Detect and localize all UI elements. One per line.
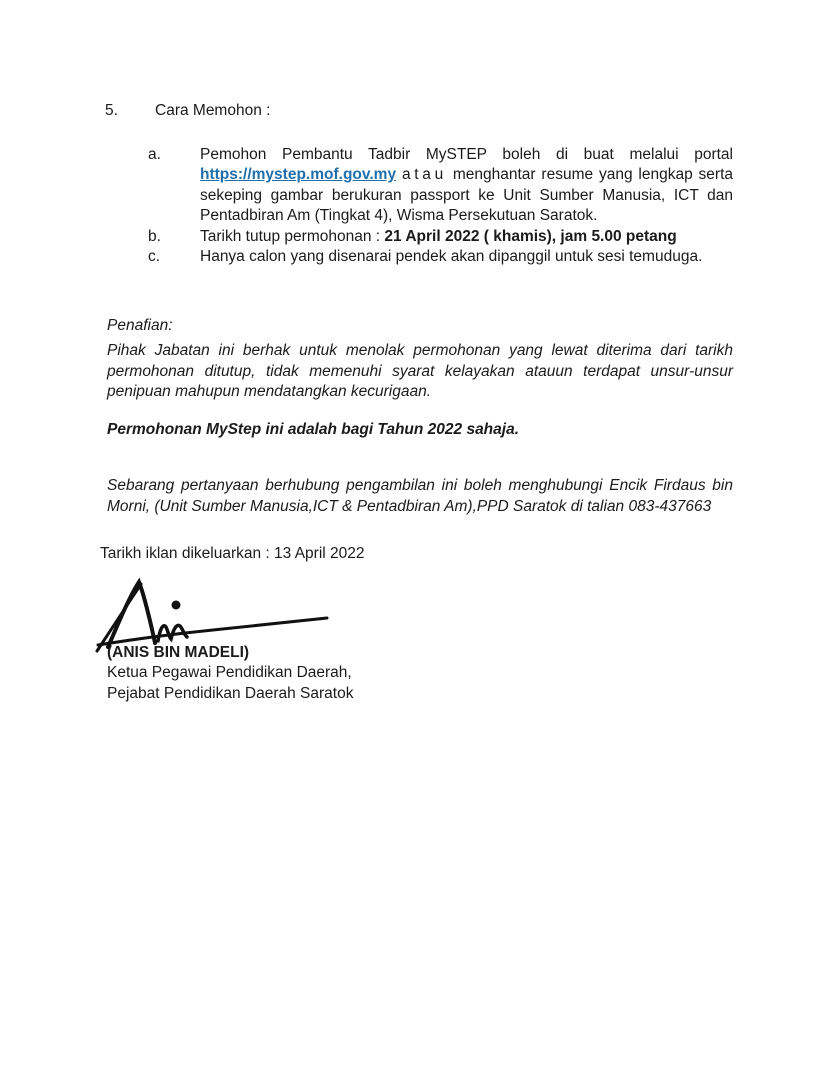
publish-date: Tarikh iklan dikeluarkan : 13 April 2022	[100, 545, 365, 562]
signatory-name: (ANIS BIN MADELI)	[107, 643, 250, 661]
mystep-year-note: Permohonan MyStep ini adalah bagi Tahun 2022 sahaja.	[107, 420, 520, 438]
signatory-office: Pejabat Pendidikan Daerah Saratok	[107, 684, 354, 702]
contact-note: Sebarang pertanyaan berhubung pengambilan ini boleh menghubungi Encik Firdaus bin Morni, (Unit Sumber Manusia,ICT & Pentadbiran Am),PPD Saratok di talian 083-437663	[107, 477, 733, 515]
list-item-c-text: Hanya calon yang disenarai pendek akan dipanggil untuk sesi temuduga.	[200, 248, 703, 265]
list-item-a	[107, 145, 733, 227]
list-item-a-label: a.	[148, 145, 161, 163]
item-b-deadline: 21 April 2022 ( khamis), jam 5.00 petang	[384, 227, 677, 245]
list-item-a-text	[200, 145, 733, 227]
application-steps-list	[107, 145, 733, 268]
disclaimer-title: Penafian:	[107, 316, 173, 334]
item-a-text-before-link: Pemohon Pembantu Tadbir MySTEP boleh di buat melalui portal	[200, 145, 733, 163]
signature-block	[107, 565, 733, 643]
section-number: 5.	[105, 102, 118, 119]
document-content	[100, 0, 734, 704]
list-item-b-text	[200, 227, 733, 248]
section-title: Cara Memohon :	[155, 102, 271, 119]
section-heading	[107, 101, 733, 122]
handwritten-signature	[95, 577, 333, 653]
disclaimer-body: Pihak Jabatan ini berhak untuk menolak permohonan yang lewat diterima dari tarikh permohonan ditutup, tidak memenuhi syarat kelayakan atauun terdapat unsur-unsur penipuan mahupun mendatangkan kecurigaan.	[107, 342, 733, 400]
mystep-portal-link[interactable]: https://mystep.mof.gov.my	[200, 166, 397, 183]
item-a-text-after-link: menghantar resume yang lengkap serta sekeping gambar berukuran passport ke Unit Sumber Manusia, ICT dan Pentadbiran Am (Tingkat 4), Wisma Persekutuan Saratok.	[200, 166, 734, 224]
list-item-c-label: c.	[148, 248, 161, 265]
list-item-b-label: b.	[148, 227, 161, 245]
item-a-spaced-word: atau	[401, 166, 447, 183]
signatory-title: Ketua Pegawai Pendidikan Daerah,	[107, 664, 352, 681]
list-item-b	[107, 227, 733, 248]
item-b-text: Tarikh tutup permohonan :	[200, 227, 385, 245]
list-item-c	[107, 247, 733, 268]
